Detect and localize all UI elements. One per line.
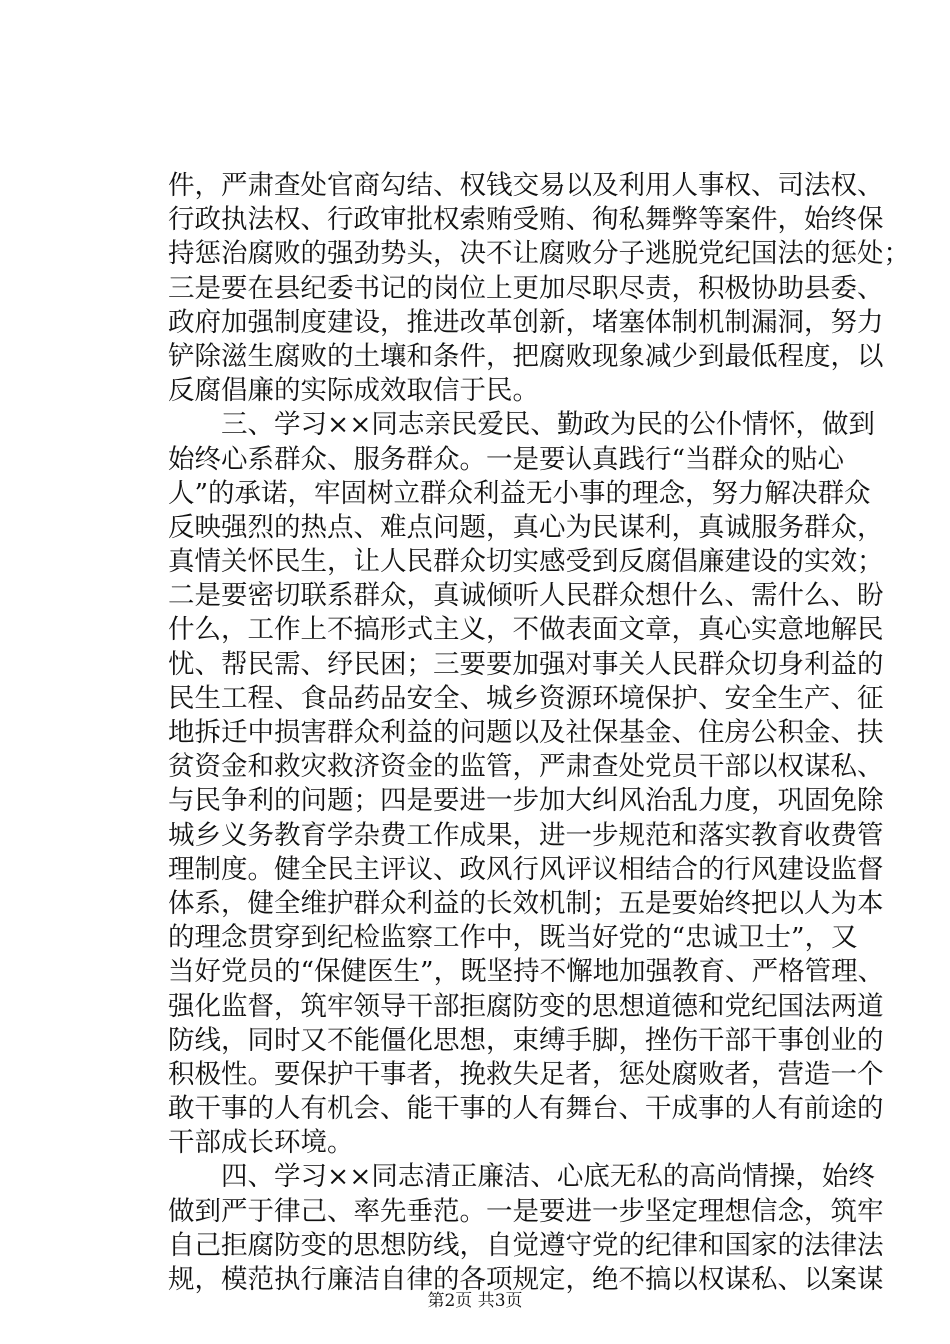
text-line: 防线，同时又不能僵化思想，束缚手脚，挫伤干部干事创业的 bbox=[168, 1024, 884, 1056]
text-line: 规，模范执行廉洁自律的各项规定，绝不搞以权谋私、以案谋 bbox=[168, 1264, 884, 1295]
text-line: 真情关怀民生，让人民群众切实感受到反腐倡廉建设的实效； bbox=[168, 546, 884, 578]
text-line: 积极性。要保护干事者，挽救失足者，惩处腐败者，营造一个 bbox=[168, 1058, 884, 1090]
text-line: 地拆迁中损害群众利益的问题以及社保基金、住房公积金、扶 bbox=[168, 717, 884, 748]
text-line: 自己拒腐防变的思想防线，自觉遵守党的纪律和国家的法律法 bbox=[168, 1229, 884, 1261]
text-line: 人”的承诺，牢固树立群众利益无小事的理念，努力解决群众 bbox=[168, 477, 871, 509]
text-line: 忧、帮民需、纾民困；三要要加强对事关人民群众切身利益的 bbox=[168, 648, 884, 680]
text-line: 当好党员的“保健医生”，既坚持不懈地加强教育、严格管理、 bbox=[168, 956, 885, 988]
text-line: 体系，健全维护群众利益的长效机制；五是要始终把以人为本 bbox=[168, 887, 884, 919]
paragraph-start-line: 四、学习××同志清正廉洁、心底无私的高尚情操，始终 bbox=[168, 1161, 875, 1193]
text-line: 干部成长环境。 bbox=[168, 1127, 354, 1159]
text-line: 反腐倡廉的实际成效取信于民。 bbox=[168, 375, 539, 407]
text-line: 敢干事的人有机会、能干事的人有舞台、干成事的人有前途的 bbox=[168, 1093, 884, 1125]
text-line: 件，严肃查处官商勾结、权钱交易以及利用人事权、司法权、 bbox=[168, 170, 884, 201]
text-line: 二是要密切联系群众，真诚倾听人民群众想什么、需什么、盼 bbox=[168, 580, 884, 612]
text-line: 始终心系群众、服务群众。一是要认真践行“当群众的贴心 bbox=[168, 443, 845, 475]
text-line: 贫资金和救灾救济资金的监管，严肃查处党员干部以权谋私、 bbox=[168, 751, 884, 783]
text-line: 反映强烈的热点、难点问题，真心为民谋利，真诚服务群众， bbox=[168, 511, 884, 543]
text-line: 城乡义务教育学杂费工作成果，进一步规范和落实教育收费管 bbox=[168, 819, 884, 851]
body-text bbox=[168, 169, 910, 1297]
text-line: 的理念贯穿到纪检监察工作中，既当好党的“忠诚卫士”，又 bbox=[168, 922, 858, 954]
text-line: 做到严于律己、率先垂范。一是要进一步坚定理想信念，筑牢 bbox=[168, 1195, 884, 1227]
text-line: 民生工程、食品药品安全、城乡资源环境保护、安全生产、征 bbox=[168, 682, 884, 714]
text-line: 政府加强制度建设，推进改革创新，堵塞体制机制漏洞，努力 bbox=[168, 306, 884, 338]
text-line: 铲除滋生腐败的土壤和条件，把腐败现象减少到最低程度，以 bbox=[168, 340, 884, 372]
text-line: 持惩治腐败的强劲势头，决不让腐败分子逃脱党纪国法的惩处； bbox=[168, 238, 910, 270]
text-line: 行政执法权、行政审批权索贿受贿、徇私舞弊等案件，始终保 bbox=[168, 204, 884, 236]
text-line: 什么，工作上不搞形式主义，不做表面文章，真心实意地解民 bbox=[168, 614, 884, 646]
page-number-footer: 第2页 共3页 bbox=[427, 1291, 523, 1311]
text-line: 强化监督，筑牢领导干部拒腐防变的思想道德和党纪国法两道 bbox=[168, 990, 884, 1022]
paragraph-start-line: 三、学习××同志亲民爱民、勤政为民的公仆情怀，做到 bbox=[168, 409, 875, 441]
text-line: 与民争利的问题；四是要进一步加大纠风治乱力度，巩固免除 bbox=[168, 785, 884, 817]
text-line: 三是要在县纪委书记的岗位上更加尽职尽责，积极协助县委、 bbox=[168, 272, 884, 304]
text-line: 理制度。健全民主评议、政风行风评议相结合的行风建设监督 bbox=[168, 853, 884, 885]
